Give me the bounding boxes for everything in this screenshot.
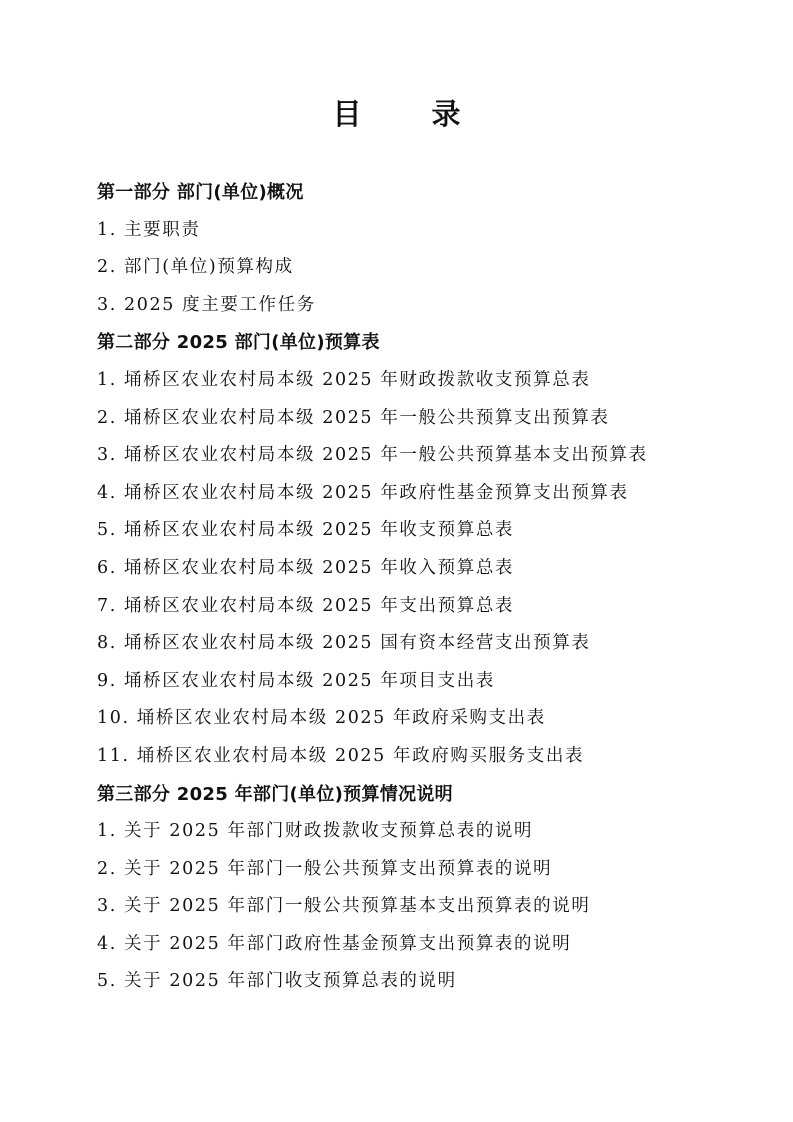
toc-item: 4. 关于 2025 年部门政府性基金预算支出预算表的说明: [97, 933, 572, 954]
toc-item: 10. 埇桥区农业农村局本级 2025 年政府采购支出表: [97, 708, 546, 729]
table-of-contents: [97, 174, 757, 1001]
section-heading-part-2: 第二部分 2025 部门(单位)预算表: [97, 332, 380, 354]
toc-item: 1. 关于 2025 年部门财政拨款收支预算总表的说明: [97, 821, 534, 842]
section-heading-part-1: 第一部分 部门(单位)概况: [97, 182, 304, 203]
toc-item: 3. 埇桥区农业农村局本级 2025 年一般公共预算基本支出预算表: [97, 445, 648, 466]
toc-item: 4. 埇桥区农业农村局本级 2025 年政府性基金预算支出预算表: [97, 482, 629, 503]
toc-item: 1. 主要职责: [97, 219, 201, 240]
toc-item: 2. 埇桥区农业农村局本级 2025 年一般公共预算支出预算表: [97, 407, 610, 428]
toc-item: 2. 关于 2025 年部门一般公共预算支出预算表的说明: [97, 858, 553, 879]
toc-item: 6. 埇桥区农业农村局本级 2025 年收入预算总表: [97, 557, 515, 578]
toc-item: 5. 埇桥区农业农村局本级 2025 年收支预算总表: [97, 520, 515, 541]
toc-item: 9. 埇桥区农业农村局本级 2025 年项目支出表: [97, 670, 495, 691]
section-heading-part-3: 第三部分 2025 年部门(单位)预算情况说明: [97, 783, 453, 805]
toc-item: 3. 2025 度主要工作任务: [97, 294, 316, 315]
toc-item: 3. 关于 2025 年部门一般公共预算基本支出预算表的说明: [97, 896, 591, 917]
toc-item: 2. 部门(单位)预算构成: [97, 257, 294, 278]
toc-item: 8. 埇桥区农业农村局本级 2025 国有资本经营支出预算表: [97, 633, 591, 654]
toc-item: 1. 埇桥区农业农村局本级 2025 年财政拨款收支预算总表: [97, 369, 591, 390]
page-title: 目 录: [332, 97, 491, 131]
toc-item: 5. 关于 2025 年部门收支预算总表的说明: [97, 971, 457, 992]
toc-item: 11. 埇桥区农业农村局本级 2025 年政府购买服务支出表: [97, 745, 585, 766]
toc-item: 7. 埇桥区农业农村局本级 2025 年支出预算总表: [97, 595, 515, 616]
